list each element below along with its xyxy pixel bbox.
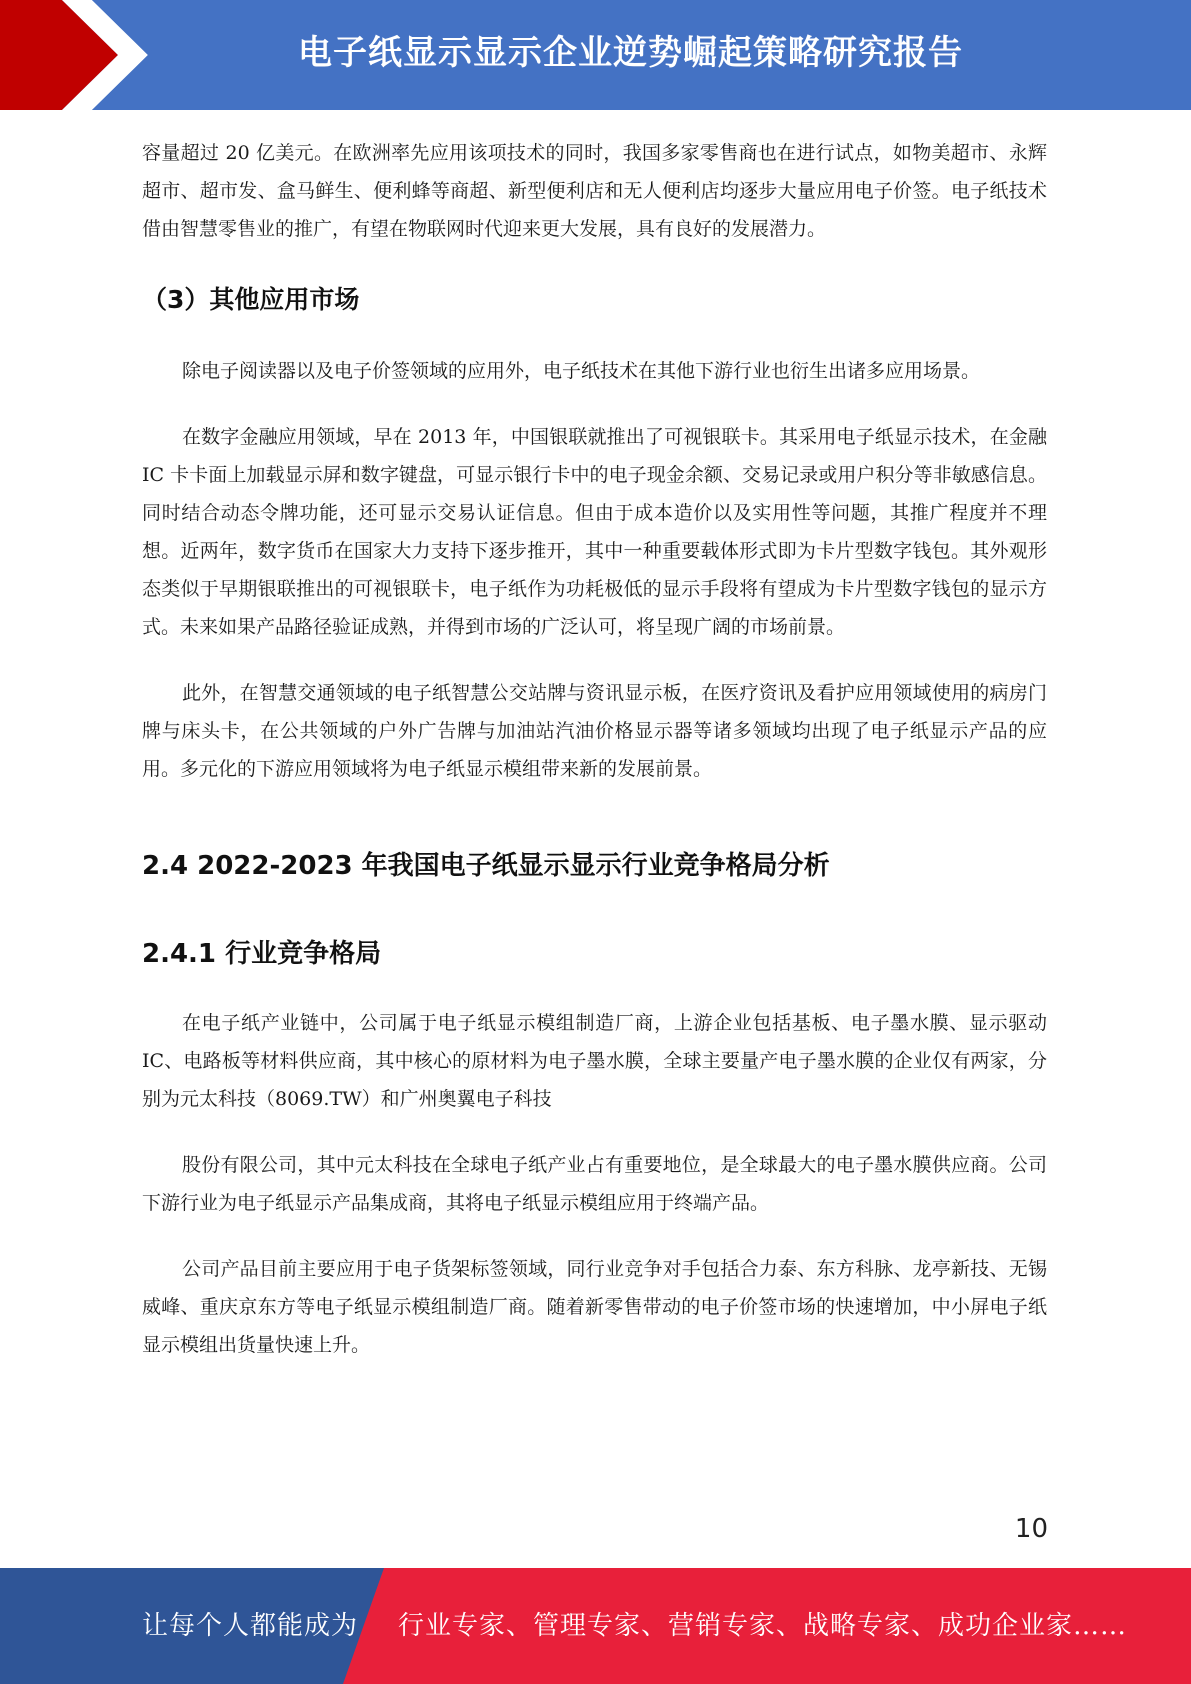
footer-slogan-left: 让每个人都能成为 [142, 1611, 359, 1641]
subsection-heading: （3）其他应用市场 [142, 285, 360, 314]
paragraph: 在电子纸产业链中，公司属于电子纸显示模组制造厂商，上游企业包括基板、电子墨水膜、显示驱动 IC、电路板等材料供应商，其中核心的原材料为电子墨水膜，全球主要量产电子墨水膜的企业仅有两家，分别为元太科技（8069.TW）和广州奥翼电子科技 [142, 1012, 1047, 1110]
paragraph: 公司产品目前主要应用于电子货架标签领域，同行业竞争对手包括合力泰、东方科脉、龙亭新技、无锡威峰、重庆京东方等电子纸显示模组制造厂商。随着新零售带动的电子价签市场的快速增加，中小屏电子纸显示模组出货量快速上升。 [142, 1258, 1047, 1356]
subsection-heading: 2.4.1 行业竞争格局 [142, 939, 382, 969]
page-footer [0, 1568, 1191, 1684]
page-content [142, 134, 1047, 1364]
paragraph: 此外，在智慧交通领域的电子纸智慧公交站牌与资讯显示板，在医疗资讯及看护应用领域使用的病房门牌与床头卡，在公共领域的户外广告牌与加油站汽油价格显示器等诸多领域均出现了电子纸显示产品的应用。多元化的下游应用领域将为电子纸显示模组带来新的发展前景。 [142, 682, 1047, 780]
footer-slogan-right: 行业专家、管理专家、营销专家、战略专家、成功企业家…… [398, 1611, 1128, 1641]
page-header [0, 0, 1191, 110]
page-number: 10 [1014, 1514, 1048, 1544]
document-title: 电子纸显示显示企业逆势崛起策略研究报告 [298, 33, 963, 73]
paragraph: 在数字金融应用领域，早在 2013 年，中国银联就推出了可视银联卡。其采用电子纸显示技术，在金融 IC 卡卡面上加载显示屏和数字键盘，可显示银行卡中的电子现金余额、交易记录或用户积分等非敏感信息。同时结合动态令牌功能，还可显示交易认证信息。但由于成本造价以及实用性等问题，其推广程度并不理想。近两年，数字货币在国家大力支持下逐步推开，其中一种重要载体形式即为卡片型数字钱包。其外观形态类似于早期银联推出的可视银联卡，电子纸作为功耗极低的显示手段将有望成为卡片型数字钱包的显示方式。未来如果产品路径验证成熟，并得到市场的广泛认可，将呈现广阔的市场前景。 [142, 426, 1047, 638]
paragraph: 股份有限公司，其中元太科技在全球电子纸产业占有重要地位，是全球最大的电子墨水膜供应商。公司下游行业为电子纸显示产品集成商，其将电子纸显示模组应用于终端产品。 [142, 1154, 1047, 1214]
section-heading: 2.4 2022-2023 年我国电子纸显示显示行业竞争格局分析 [142, 851, 830, 881]
paragraph: 除电子阅读器以及电子价签领域的应用外，电子纸技术在其他下游行业也衍生出诸多应用场景。 [182, 360, 981, 382]
paragraph: 容量超过 20 亿美元。在欧洲率先应用该项技术的同时，我国多家零售商也在进行试点，如物美超市、永辉超市、超市发、盒马鲜生、便利蜂等商超、新型便利店和无人便利店均逐步大量应用电子价签。电子纸技术借由智慧零售业的推广，有望在物联网时代迎来更大发展，具有良好的发展潜力。 [142, 142, 1047, 240]
